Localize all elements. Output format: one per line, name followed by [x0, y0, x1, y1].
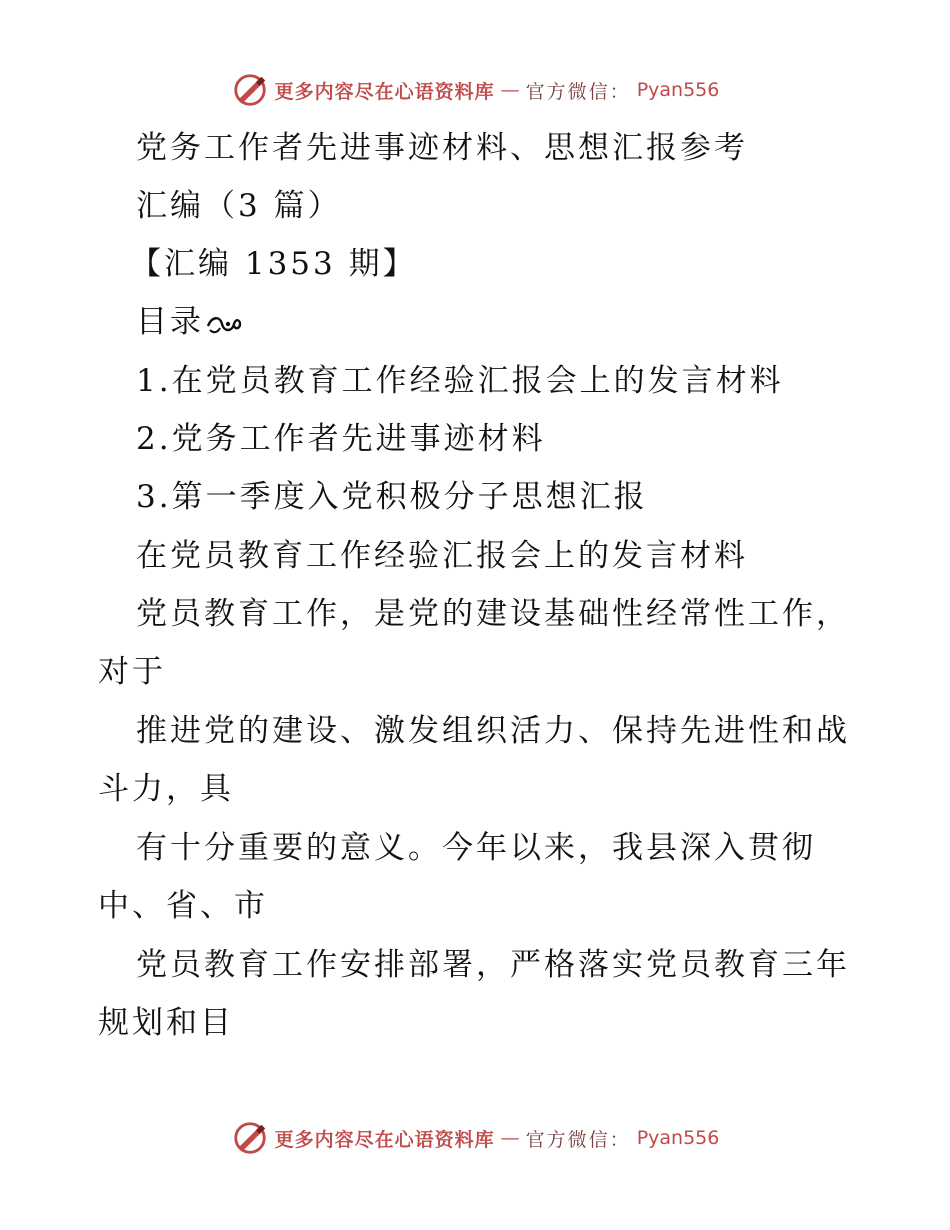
footer-banner: [0, 1116, 950, 1160]
body-line-7: 党员教育工作安排部署，严格落实党员教育三年: [136, 947, 850, 983]
body-line-1: 党员教育工作，是党的建设基础性经常性工作，: [136, 596, 850, 632]
toc-item-2: 2.党务工作者先进事迹材料: [136, 421, 546, 457]
toc-heading-row: [136, 302, 242, 342]
doc-title-line-2: 汇编（3 篇）: [136, 188, 342, 224]
footer-site-text: 更多内容尽在心语资料库: [274, 1128, 495, 1151]
banner-wechat-id: Pyan556: [636, 79, 720, 101]
header-banner: [0, 68, 950, 112]
body-line-6: 中、省、市: [98, 888, 268, 924]
flourish-ornament-icon: [206, 312, 242, 336]
doc-issue: 【汇编 1353 期】: [130, 246, 417, 282]
section-title: 在党员教育工作经验汇报会上的发言材料: [136, 538, 748, 574]
toc-heading: 目录: [136, 304, 204, 340]
footer-dash: —: [500, 1127, 520, 1149]
body-line-8: 规划和目: [98, 1005, 234, 1041]
body-line-3: 推进党的建设、激发组织活力、保持先进性和战: [136, 713, 850, 749]
footer-wechat-id: Pyan556: [636, 1127, 720, 1149]
banner-wechat-label: 官方微信：: [525, 80, 631, 103]
pen-logo-icon: [231, 1119, 269, 1157]
toc-item-3: 3.第一季度入党积极分子思想汇报: [136, 479, 648, 515]
body-line-4: 斗力，具: [98, 771, 234, 807]
body-line-5: 有十分重要的意义。今年以来，我县深入贯彻: [136, 830, 816, 866]
doc-title-line-1: 党务工作者先进事迹材料、思想汇报参考: [136, 130, 748, 166]
banner-dash: —: [500, 79, 520, 101]
banner-site-text: 更多内容尽在心语资料库: [274, 80, 495, 103]
pen-logo-icon: [231, 71, 269, 109]
body-line-2: 对于: [98, 654, 166, 690]
toc-item-1: 1.在党员教育工作经验汇报会上的发言材料: [136, 363, 784, 399]
footer-wechat-label: 官方微信：: [525, 1128, 631, 1151]
